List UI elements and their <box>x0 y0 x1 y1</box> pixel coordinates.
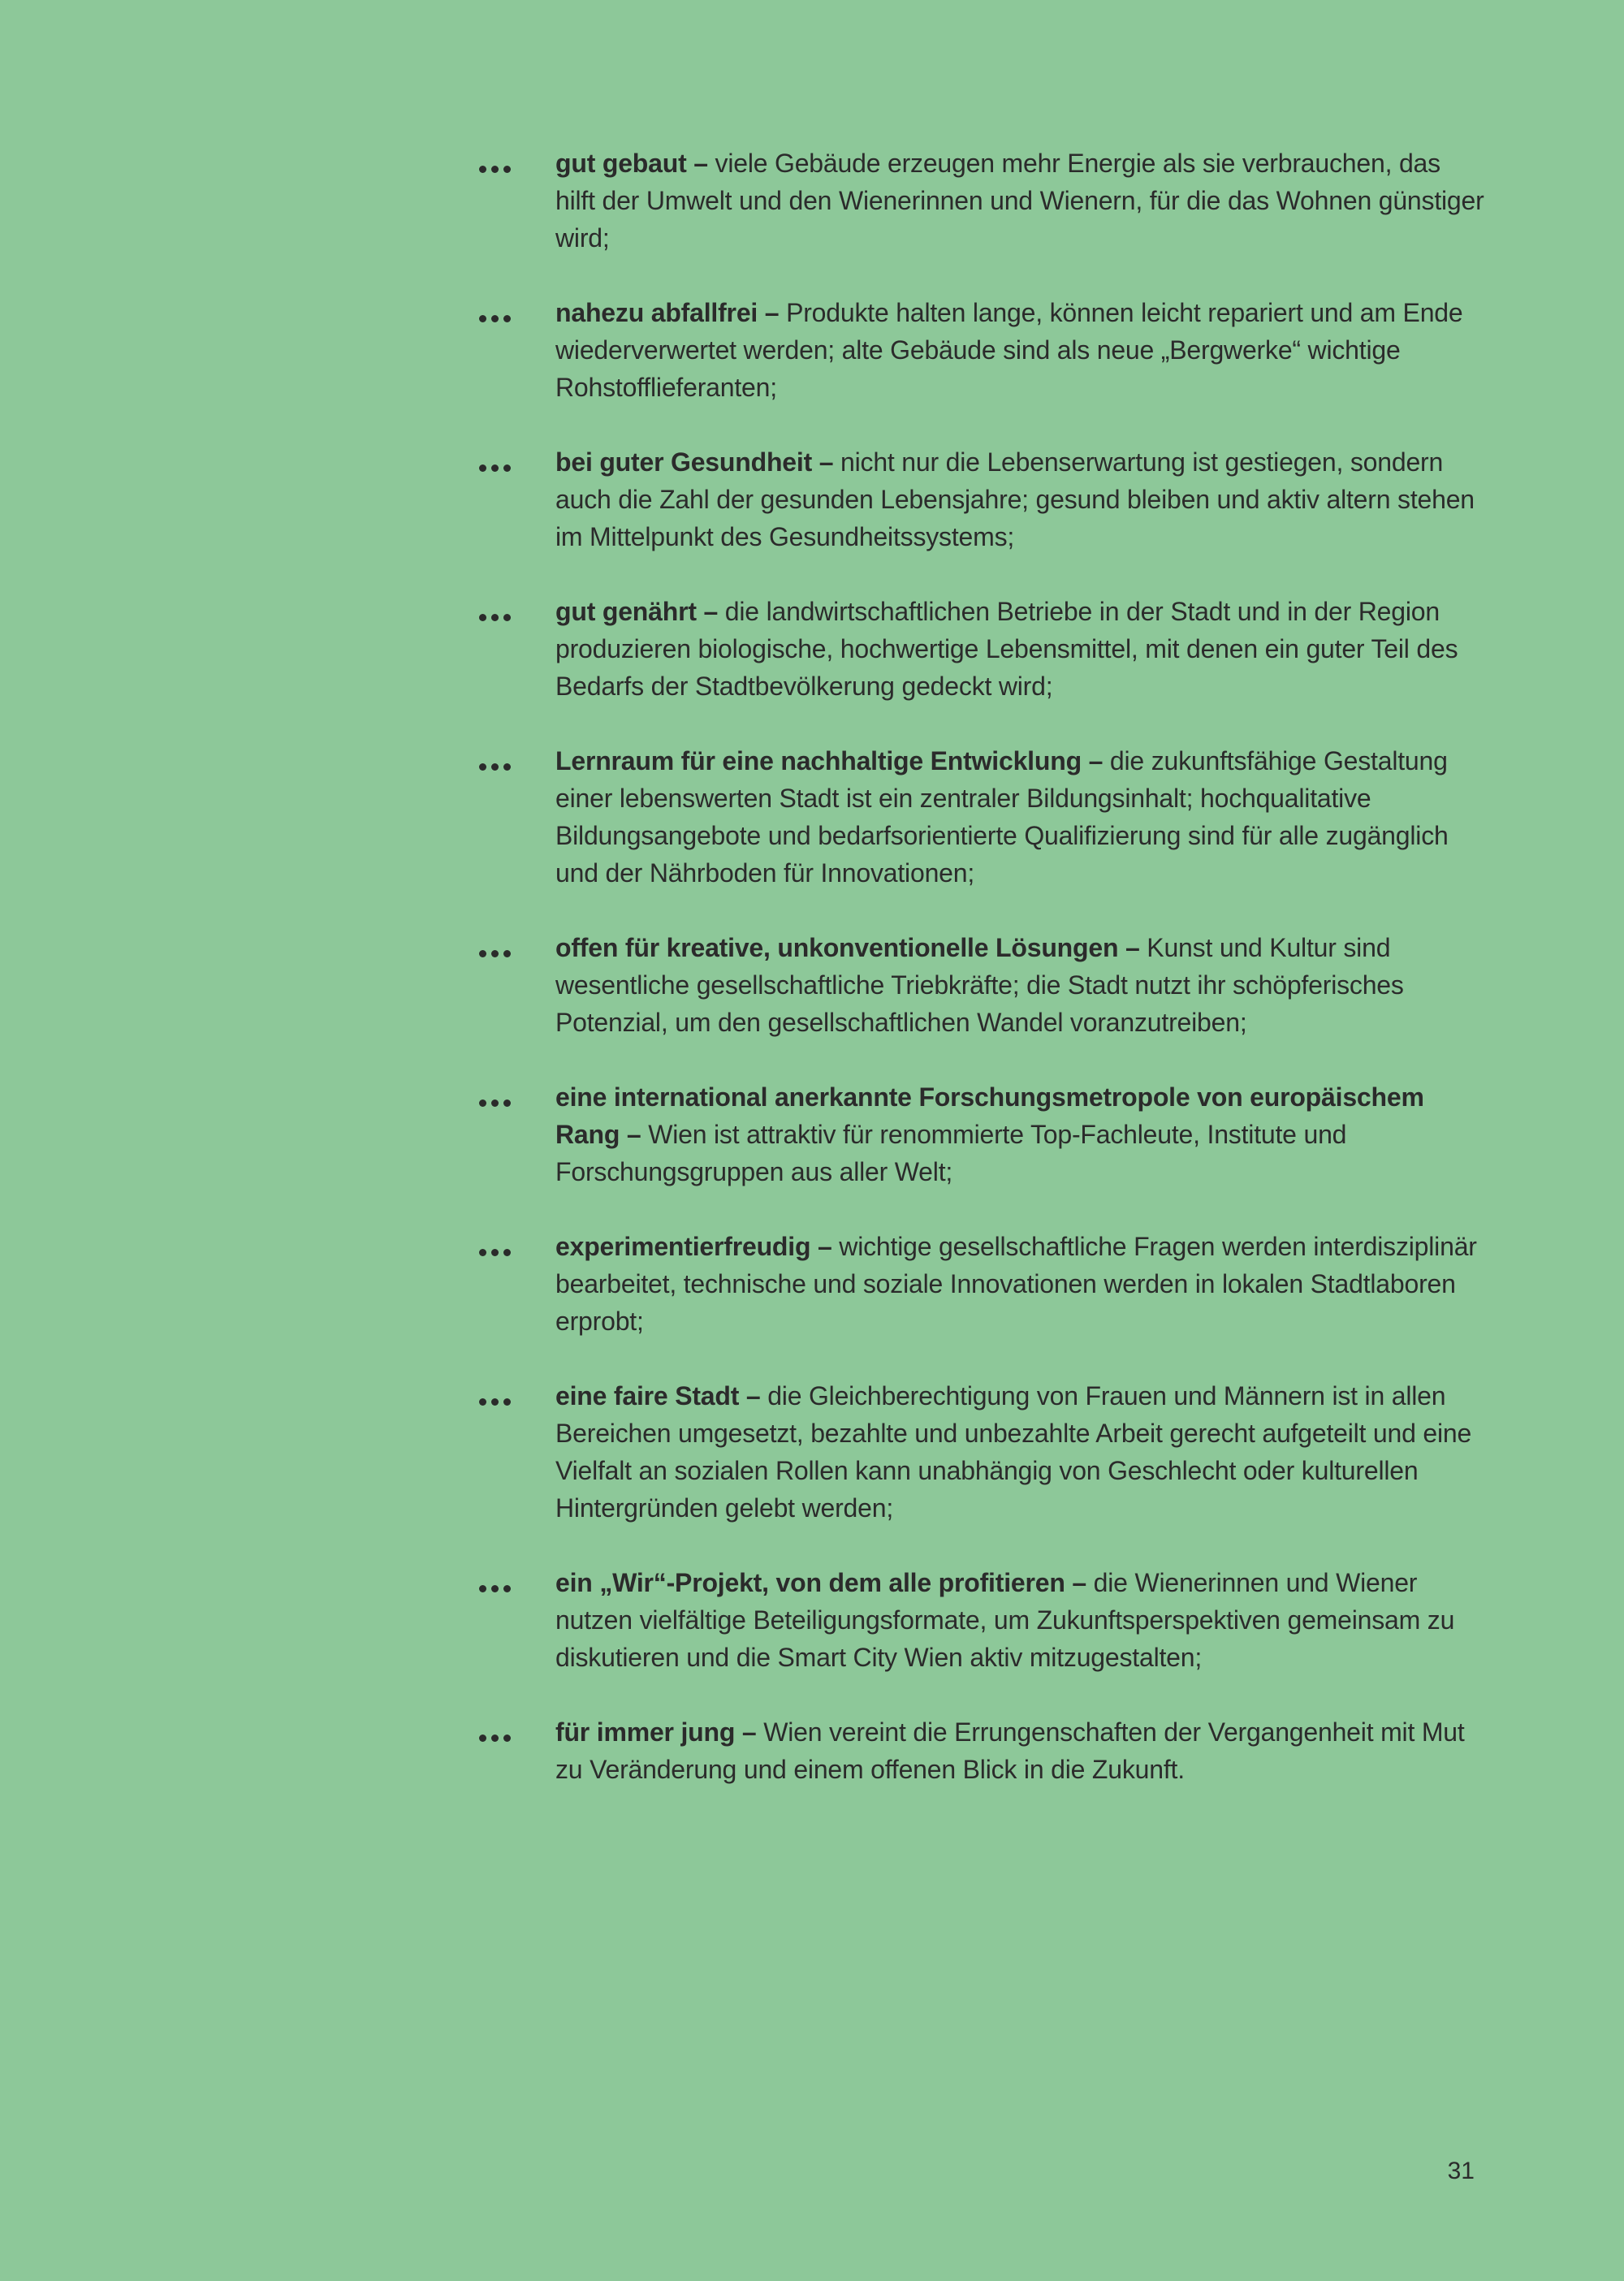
item-term: ein „Wir“-Projekt, von dem alle profitieren – <box>555 1568 1086 1597</box>
item-term: nahezu abfallfrei – <box>555 298 780 327</box>
list-item <box>479 929 1486 1041</box>
item-term: bei guter Gesundheit – <box>555 447 834 477</box>
list-item <box>479 1564 1486 1676</box>
three-dots-icon <box>479 1564 555 1592</box>
list-item <box>479 443 1486 555</box>
item-text <box>555 145 1486 257</box>
page-number: 31 <box>1447 2158 1475 2184</box>
item-description: viele Gebäude erzeugen mehr Energie als sie verbrauchen, das hilft der Umwelt und den Wienerinnen und Wienern, für die das Wohnen günstiger wird; <box>555 149 1484 253</box>
three-dots-icon <box>479 929 555 957</box>
item-term: eine faire Stadt – <box>555 1381 761 1411</box>
list-item <box>479 294 1486 406</box>
three-dots-icon <box>479 1228 555 1256</box>
three-dots-icon <box>479 443 555 472</box>
list-item <box>479 145 1486 257</box>
item-description: die zukunftsfähige Gestaltung einer lebenswerten Stadt ist ein zentraler Bildungsinhalt; hochqualitative Bildungsangebote und bedarfsorientierte Qualifizierung sind für alle zugänglich und der Nährboden für Innovationen; <box>555 746 1449 888</box>
vision-list <box>479 145 1486 1825</box>
item-term: gut genährt – <box>555 597 719 626</box>
item-text <box>555 294 1486 406</box>
item-description: Wien ist attraktiv für renommierte Top-Fachleute, Institute und Forschungsgruppen aus aller Welt; <box>555 1120 1347 1186</box>
list-item <box>479 742 1486 892</box>
item-term: gut gebaut – <box>555 149 708 178</box>
item-text <box>555 1564 1486 1676</box>
item-text <box>555 1228 1486 1340</box>
item-description: Produkte halten lange, können leicht repariert und am Ende wiederverwertet werden; alte Gebäude sind als neue „Bergwerke“ wichtige Rohstofflieferanten; <box>555 298 1463 402</box>
item-description: wichtige gesellschaftliche Fragen werden interdisziplinär bearbeitet, technische und soziale Innovationen werden in lokalen Stadtlaboren erprobt; <box>555 1232 1477 1336</box>
item-term: offen für kreative, unkonventionelle Lösungen – <box>555 933 1140 962</box>
item-term: Lernraum für eine nachhaltige Entwicklung – <box>555 746 1104 775</box>
three-dots-icon <box>479 1377 555 1406</box>
item-text <box>555 1078 1486 1190</box>
three-dots-icon <box>479 1713 555 1742</box>
three-dots-icon <box>479 145 555 173</box>
three-dots-icon <box>479 593 555 621</box>
three-dots-icon <box>479 742 555 771</box>
item-text <box>555 742 1486 892</box>
item-term: für immer jung – <box>555 1717 757 1747</box>
three-dots-icon <box>479 294 555 322</box>
list-item <box>479 1377 1486 1527</box>
item-description: die Gleichberechtigung von Frauen und Männern ist in allen Bereichen umgesetzt, bezahlte und unbezahlte Arbeit gerecht aufgeteilt und eine Vielfalt an sozialen Rollen kann unabhängig von Geschlecht oder kulturellen Hintergründen gelebt werden; <box>555 1381 1472 1523</box>
item-term: experimentierfreudig – <box>555 1232 832 1261</box>
item-description: die landwirtschaftlichen Betriebe in der Stadt und in der Region produzieren biologische, hochwertige Lebensmittel, mit denen ein guter Teil des Bedarfs der Stadtbevölkerung gedeckt wird; <box>555 597 1458 701</box>
list-item <box>479 1713 1486 1788</box>
item-description: Kunst und Kultur sind wesentliche gesellschaftliche Triebkräfte; die Stadt nutzt ihr schöpferisches Potenzial, um den gesellschaftlichen Wandel voranzutreiben; <box>555 933 1404 1037</box>
three-dots-icon <box>479 1078 555 1107</box>
item-description: nicht nur die Lebenserwartung ist gestiegen, sondern auch die Zahl der gesunden Lebensjahre; gesund bleiben und aktiv altern stehen im Mittelpunkt des Gesundheitssystems; <box>555 447 1475 551</box>
item-text <box>555 1377 1486 1527</box>
item-text <box>555 929 1486 1041</box>
item-description: Wien vereint die Errungenschaften der Vergangenheit mit Mut zu Veränderung und einem offenen Blick in die Zukunft. <box>555 1717 1465 1784</box>
item-term: eine international anerkannte Forschungsmetropole von europäischem Rang – <box>555 1082 1424 1149</box>
item-text <box>555 443 1486 555</box>
list-item <box>479 593 1486 705</box>
item-text <box>555 593 1486 705</box>
list-item <box>479 1228 1486 1340</box>
list-item <box>479 1078 1486 1190</box>
item-description: die Wienerinnen und Wiener nutzen vielfältige Beteiligungsformate, um Zukunftsperspektiven gemeinsam zu diskutieren und die Smart City Wien aktiv mitzugestalten; <box>555 1568 1455 1672</box>
item-text <box>555 1713 1486 1788</box>
